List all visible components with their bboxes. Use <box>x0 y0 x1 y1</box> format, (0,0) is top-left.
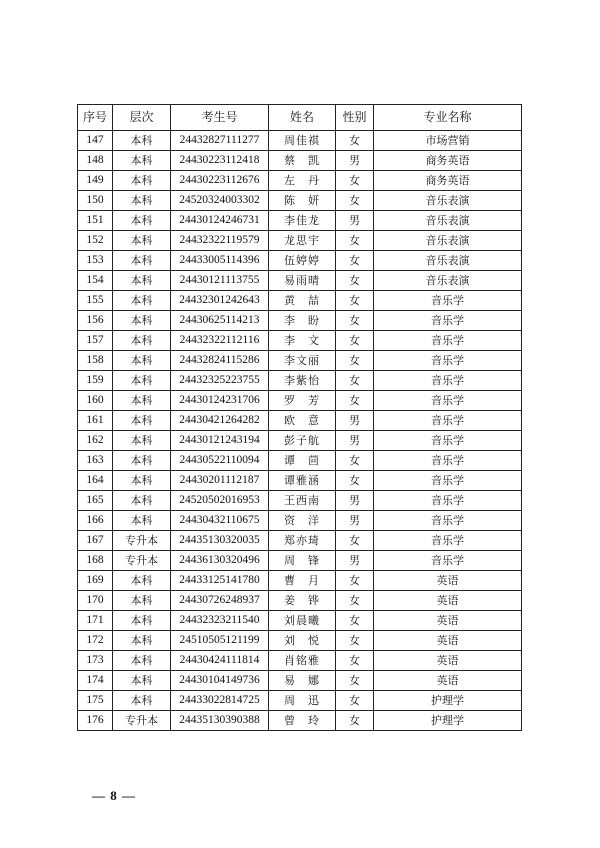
cell-gender: 女 <box>336 651 374 671</box>
cell-gender: 女 <box>336 231 374 251</box>
cell-major: 音乐学 <box>374 371 522 391</box>
cell-gender: 女 <box>336 291 374 311</box>
table-row <box>78 611 522 631</box>
cell-major: 英语 <box>374 591 522 611</box>
table-row <box>78 411 522 431</box>
cell-level: 本科 <box>113 291 171 311</box>
table-row <box>78 191 522 211</box>
cell-name: 李文丽 <box>269 351 336 371</box>
cell-name: 易 娜 <box>269 671 336 691</box>
table-row <box>78 531 522 551</box>
cell-gender: 女 <box>336 391 374 411</box>
cell-index: 157 <box>78 331 113 351</box>
cell-major: 音乐学 <box>374 451 522 471</box>
cell-exam-number: 24430625114213 <box>171 311 269 331</box>
header-name: 姓名 <box>269 105 336 131</box>
cell-level: 本科 <box>113 371 171 391</box>
cell-index: 162 <box>78 431 113 451</box>
cell-gender: 女 <box>336 451 374 471</box>
cell-name: 曹 月 <box>269 571 336 591</box>
cell-index: 170 <box>78 591 113 611</box>
table-row <box>78 711 522 731</box>
table-row <box>78 571 522 591</box>
cell-name: 龙思宇 <box>269 231 336 251</box>
table-row <box>78 231 522 251</box>
cell-gender: 女 <box>336 271 374 291</box>
table-row <box>78 491 522 511</box>
table-row <box>78 451 522 471</box>
cell-exam-number: 24435130320035 <box>171 531 269 551</box>
cell-index: 160 <box>78 391 113 411</box>
cell-level: 本科 <box>113 491 171 511</box>
table-row <box>78 591 522 611</box>
cell-name: 左 丹 <box>269 171 336 191</box>
table-row <box>78 471 522 491</box>
table-row <box>78 691 522 711</box>
table-row <box>78 211 522 231</box>
header-level: 层次 <box>113 105 171 131</box>
cell-level: 本科 <box>113 151 171 171</box>
cell-gender: 女 <box>336 191 374 211</box>
cell-index: 172 <box>78 631 113 651</box>
table-row <box>78 131 522 151</box>
cell-name: 伍婷婷 <box>269 251 336 271</box>
cell-index: 156 <box>78 311 113 331</box>
header-index: 序号 <box>78 105 113 131</box>
table-row <box>78 431 522 451</box>
cell-index: 171 <box>78 611 113 631</box>
cell-index: 169 <box>78 571 113 591</box>
cell-major: 市场营销 <box>374 131 522 151</box>
cell-level: 专升本 <box>113 551 171 571</box>
cell-gender: 女 <box>336 631 374 651</box>
cell-index: 175 <box>78 691 113 711</box>
cell-gender: 女 <box>336 571 374 591</box>
cell-major: 英语 <box>374 631 522 651</box>
table-row <box>78 291 522 311</box>
cell-name: 彭子航 <box>269 431 336 451</box>
cell-exam-number: 24430223112418 <box>171 151 269 171</box>
cell-name: 谭雅涵 <box>269 471 336 491</box>
cell-exam-number: 24430432110675 <box>171 511 269 531</box>
cell-exam-number: 24430201112187 <box>171 471 269 491</box>
cell-level: 本科 <box>113 571 171 591</box>
cell-major: 音乐表演 <box>374 191 522 211</box>
cell-exam-number: 24432322119579 <box>171 231 269 251</box>
cell-exam-number: 24430104149736 <box>171 671 269 691</box>
cell-gender: 女 <box>336 691 374 711</box>
cell-name: 陈 妍 <box>269 191 336 211</box>
cell-major: 音乐学 <box>374 311 522 331</box>
cell-index: 151 <box>78 211 113 231</box>
cell-level: 本科 <box>113 191 171 211</box>
cell-level: 本科 <box>113 591 171 611</box>
cell-major: 商务英语 <box>374 171 522 191</box>
cell-major: 音乐学 <box>374 431 522 451</box>
table-row <box>78 331 522 351</box>
cell-gender: 男 <box>336 511 374 531</box>
cell-exam-number: 24432301242643 <box>171 291 269 311</box>
cell-gender: 女 <box>336 611 374 631</box>
cell-index: 165 <box>78 491 113 511</box>
cell-level: 本科 <box>113 391 171 411</box>
cell-major: 商务英语 <box>374 151 522 171</box>
cell-level: 本科 <box>113 431 171 451</box>
cell-level: 本科 <box>113 411 171 431</box>
table-header <box>78 105 522 131</box>
table-row <box>78 311 522 331</box>
table-row <box>78 391 522 411</box>
cell-index: 166 <box>78 511 113 531</box>
cell-gender: 女 <box>336 591 374 611</box>
cell-major: 音乐学 <box>374 491 522 511</box>
cell-name: 周 锋 <box>269 551 336 571</box>
cell-major: 英语 <box>374 651 522 671</box>
cell-exam-number: 24430124246731 <box>171 211 269 231</box>
header-exam-number: 考生号 <box>171 105 269 131</box>
cell-exam-number: 24430424111814 <box>171 651 269 671</box>
cell-index: 176 <box>78 711 113 731</box>
cell-gender: 女 <box>336 351 374 371</box>
cell-level: 本科 <box>113 131 171 151</box>
cell-name: 易雨晴 <box>269 271 336 291</box>
cell-index: 161 <box>78 411 113 431</box>
header-major: 专业名称 <box>374 105 522 131</box>
cell-gender: 女 <box>336 471 374 491</box>
cell-major: 音乐学 <box>374 291 522 311</box>
table-row <box>78 671 522 691</box>
table-row <box>78 171 522 191</box>
cell-level: 本科 <box>113 651 171 671</box>
cell-name: 黄 喆 <box>269 291 336 311</box>
cell-name: 曾 玲 <box>269 711 336 731</box>
cell-name: 罗 芳 <box>269 391 336 411</box>
cell-index: 167 <box>78 531 113 551</box>
cell-level: 本科 <box>113 451 171 471</box>
cell-level: 本科 <box>113 311 171 331</box>
table-row <box>78 351 522 371</box>
cell-name: 王西南 <box>269 491 336 511</box>
cell-index: 152 <box>78 231 113 251</box>
cell-index: 154 <box>78 271 113 291</box>
cell-major: 音乐学 <box>374 411 522 431</box>
cell-exam-number: 24432824115286 <box>171 351 269 371</box>
cell-name: 欧 意 <box>269 411 336 431</box>
cell-gender: 女 <box>336 711 374 731</box>
cell-exam-number: 24432827111277 <box>171 131 269 151</box>
cell-name: 李佳龙 <box>269 211 336 231</box>
cell-exam-number: 24435130390388 <box>171 711 269 731</box>
cell-gender: 女 <box>336 251 374 271</box>
cell-level: 本科 <box>113 611 171 631</box>
cell-major: 音乐表演 <box>374 211 522 231</box>
table-row <box>78 151 522 171</box>
cell-major: 音乐学 <box>374 551 522 571</box>
cell-name: 李 盼 <box>269 311 336 331</box>
cell-index: 159 <box>78 371 113 391</box>
cell-index: 163 <box>78 451 113 471</box>
cell-gender: 女 <box>336 331 374 351</box>
cell-exam-number: 24433022814725 <box>171 691 269 711</box>
cell-exam-number: 24433005114396 <box>171 251 269 271</box>
cell-gender: 男 <box>336 491 374 511</box>
table-row <box>78 271 522 291</box>
cell-name: 周佳祺 <box>269 131 336 151</box>
cell-level: 专升本 <box>113 711 171 731</box>
cell-level: 本科 <box>113 271 171 291</box>
cell-exam-number: 24433125141780 <box>171 571 269 591</box>
cell-major: 音乐学 <box>374 351 522 371</box>
cell-gender: 男 <box>336 151 374 171</box>
cell-level: 本科 <box>113 351 171 371</box>
cell-name: 周 迅 <box>269 691 336 711</box>
cell-exam-number: 24430726248937 <box>171 591 269 611</box>
cell-gender: 女 <box>336 531 374 551</box>
cell-exam-number: 24510505121199 <box>171 631 269 651</box>
cell-level: 本科 <box>113 231 171 251</box>
cell-level: 本科 <box>113 631 171 651</box>
cell-level: 本科 <box>113 671 171 691</box>
cell-name: 蔡 凯 <box>269 151 336 171</box>
cell-index: 150 <box>78 191 113 211</box>
cell-name: 李 文 <box>269 331 336 351</box>
cell-major: 英语 <box>374 671 522 691</box>
table-row <box>78 551 522 571</box>
cell-index: 158 <box>78 351 113 371</box>
cell-index: 147 <box>78 131 113 151</box>
cell-gender: 男 <box>336 551 374 571</box>
cell-index: 148 <box>78 151 113 171</box>
cell-major: 音乐学 <box>374 331 522 351</box>
cell-level: 本科 <box>113 171 171 191</box>
cell-name: 肖铭雅 <box>269 651 336 671</box>
cell-exam-number: 24432323211540 <box>171 611 269 631</box>
cell-name: 李紫怡 <box>269 371 336 391</box>
cell-major: 英语 <box>374 611 522 631</box>
table-row <box>78 511 522 531</box>
table-row <box>78 651 522 671</box>
cell-major: 音乐表演 <box>374 271 522 291</box>
cell-level: 本科 <box>113 331 171 351</box>
cell-exam-number: 24432325223755 <box>171 371 269 391</box>
cell-exam-number: 24430522110094 <box>171 451 269 471</box>
cell-exam-number: 24430124231706 <box>171 391 269 411</box>
cell-index: 168 <box>78 551 113 571</box>
cell-level: 本科 <box>113 211 171 231</box>
table-body <box>78 131 522 731</box>
cell-major: 音乐表演 <box>374 251 522 271</box>
cell-exam-number: 24436130320496 <box>171 551 269 571</box>
cell-major: 护理学 <box>374 711 522 731</box>
cell-exam-number: 24430121113755 <box>171 271 269 291</box>
header-gender: 性别 <box>336 105 374 131</box>
table-row <box>78 631 522 651</box>
student-roster-table <box>77 104 522 731</box>
cell-gender: 男 <box>336 211 374 231</box>
cell-gender: 女 <box>336 671 374 691</box>
cell-level: 专升本 <box>113 531 171 551</box>
cell-exam-number: 24430223112676 <box>171 171 269 191</box>
cell-level: 本科 <box>113 691 171 711</box>
page-number: — 8 — <box>92 788 136 803</box>
cell-exam-number: 24432322112116 <box>171 331 269 351</box>
header-row <box>78 105 522 131</box>
cell-level: 本科 <box>113 511 171 531</box>
cell-major: 英语 <box>374 571 522 591</box>
cell-gender: 女 <box>336 311 374 331</box>
cell-index: 155 <box>78 291 113 311</box>
cell-index: 149 <box>78 171 113 191</box>
cell-index: 174 <box>78 671 113 691</box>
cell-name: 资 洋 <box>269 511 336 531</box>
cell-major: 音乐学 <box>374 511 522 531</box>
cell-major: 音乐表演 <box>374 231 522 251</box>
table-row <box>78 251 522 271</box>
cell-major: 音乐学 <box>374 471 522 491</box>
cell-index: 173 <box>78 651 113 671</box>
cell-name: 刘晨曦 <box>269 611 336 631</box>
cell-gender: 男 <box>336 411 374 431</box>
cell-name: 郑亦琦 <box>269 531 336 551</box>
cell-exam-number: 24430121243194 <box>171 431 269 451</box>
cell-gender: 女 <box>336 131 374 151</box>
cell-exam-number: 24520324003302 <box>171 191 269 211</box>
cell-exam-number: 24520502016953 <box>171 491 269 511</box>
cell-gender: 女 <box>336 171 374 191</box>
cell-exam-number: 24430421264282 <box>171 411 269 431</box>
cell-gender: 男 <box>336 431 374 451</box>
cell-level: 本科 <box>113 471 171 491</box>
cell-index: 164 <box>78 471 113 491</box>
cell-name: 刘 悦 <box>269 631 336 651</box>
cell-major: 护理学 <box>374 691 522 711</box>
cell-name: 姜 铧 <box>269 591 336 611</box>
cell-level: 本科 <box>113 251 171 271</box>
cell-index: 153 <box>78 251 113 271</box>
cell-name: 谭 茴 <box>269 451 336 471</box>
cell-major: 音乐学 <box>374 531 522 551</box>
cell-gender: 女 <box>336 371 374 391</box>
table-row <box>78 371 522 391</box>
cell-major: 音乐学 <box>374 391 522 411</box>
